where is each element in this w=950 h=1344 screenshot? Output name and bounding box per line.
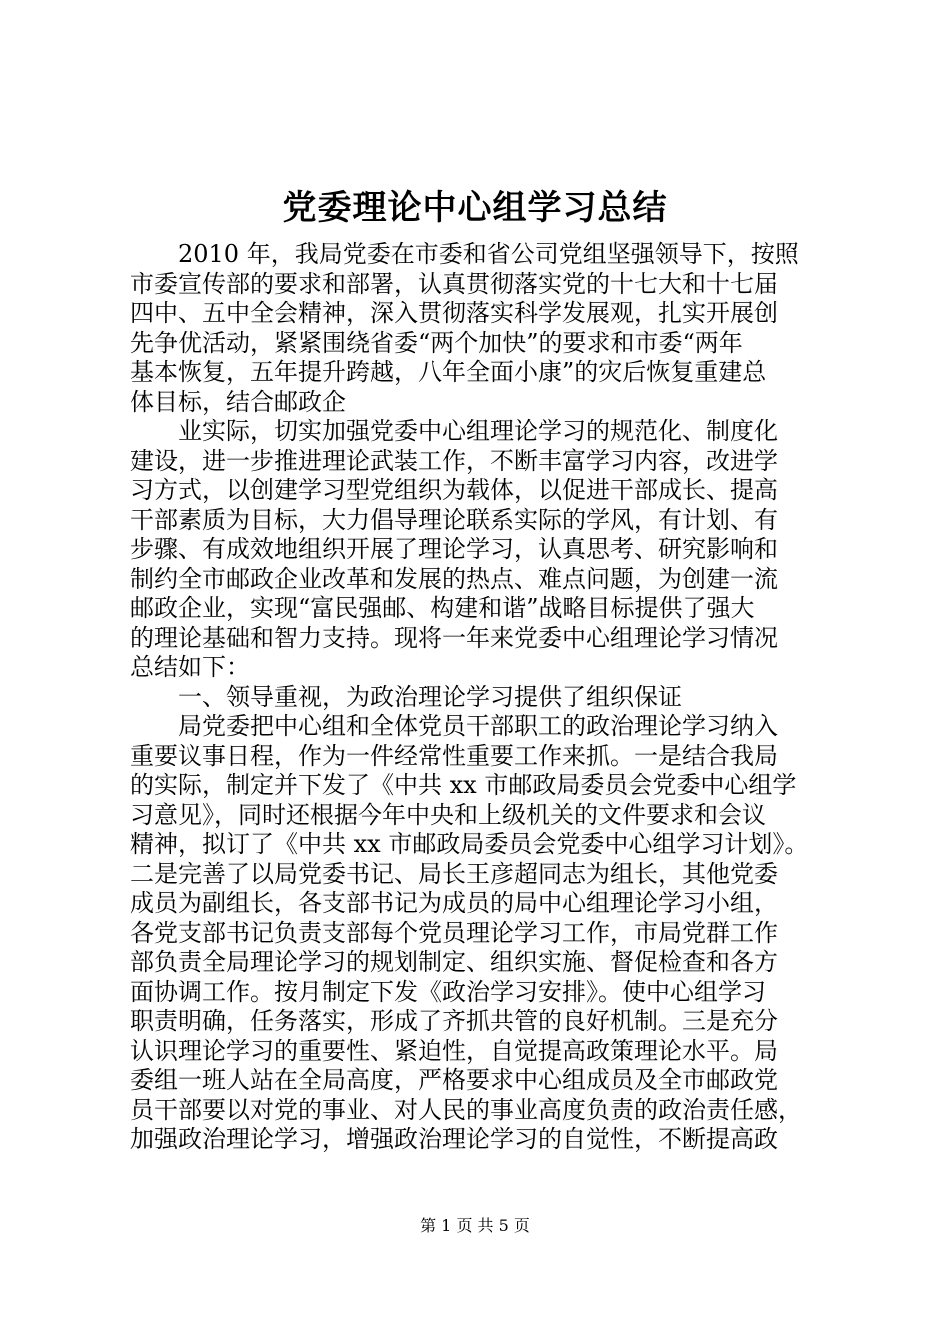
text-line: 体目标，结合邮政企 bbox=[130, 387, 346, 416]
text-line: 职责明确，任务落实，形成了齐抓共管的良好机制。三是充分 bbox=[130, 1007, 778, 1035]
text-line: 加强政治理论学习，增强政治理论学习的自觉性，不断提高政 bbox=[130, 1125, 778, 1153]
text-line: 各党支部书记负责支部每个党员理论学习工作，市局党群工作 bbox=[130, 918, 778, 947]
text-line: 业实际，切实加强党委中心组理论学习的规范化、制度化 bbox=[130, 417, 778, 445]
text-line: 习意见》，同时还根据今年中央和上级机关的文件要求和会议 bbox=[130, 800, 766, 829]
text-line: 制约全市邮政企业改革和发展的热点、难点问题，为创建一流 bbox=[130, 564, 778, 593]
text-line: 重要议事日程，作为一件经常性重要工作来抓。一是结合我局 bbox=[130, 741, 778, 770]
text-line: 的理论基础和智力支持。现将一年来党委中心组理论学习情况 bbox=[130, 623, 778, 652]
text-line: 习方式，以创建学习型党组织为载体，以促进干部成长、提高 bbox=[130, 476, 778, 504]
text-line: 2010 年，我局党委在市委和省公司党组坚强领导下，按照 bbox=[130, 240, 799, 268]
text-line: 邮政企业，实现“富民强邮、构建和谐”战略目标提供了强大 bbox=[130, 594, 755, 622]
text-line: 建设，进一步推进理论武装工作，不断丰富学习内容，改进学 bbox=[130, 446, 778, 475]
text-line: 四中、五中全会精神，深入贯彻落实科学发展观，扎实开展创 bbox=[130, 299, 778, 327]
text-line: 委组一班人站在全局高度，严格要求中心组成员及全市邮政党 bbox=[130, 1066, 778, 1094]
text-line: 二是完善了以局党委书记、局长王彦超同志为组长，其他党委 bbox=[130, 859, 778, 888]
text-line: 一、领导重视，为政治理论学习提供了组织保证 bbox=[130, 682, 682, 711]
text-line: 精神，拟订了《中共 xx 市邮政局委员会党委中心组学习计划》。 bbox=[130, 830, 809, 858]
text-line: 步骤、有成效地组织开展了理论学习，认真思考、研究影响和 bbox=[130, 535, 778, 563]
text-line: 的实际，制定并下发了《中共 xx 市邮政局委员会党委中心组学 bbox=[130, 771, 797, 799]
document-body bbox=[130, 240, 830, 1155]
text-line: 认识理论学习的重要性、紧迫性，自觉提高政策理论水平。局 bbox=[130, 1036, 778, 1065]
page-title: 党委理论中心组学习总结 bbox=[282, 188, 668, 228]
text-line: 基本恢复，五年提升跨越，八年全面小康”的灾后恢复重建总 bbox=[130, 358, 767, 386]
text-line: 成员为副组长，各支部书记为成员的局中心组理论学习小组， bbox=[130, 889, 778, 917]
text-line: 局党委把中心组和全体党员干部职工的政治理论学习纳入 bbox=[130, 712, 778, 740]
text-line: 干部素质为目标，大力倡导理论联系实际的学风，有计划、有 bbox=[130, 505, 778, 534]
text-line: 部负责全局理论学习的规划制定、组织实施、督促检查和各方 bbox=[130, 948, 778, 976]
text-line: 市委宣传部的要求和部署，认真贯彻落实党的十七大和十七届 bbox=[130, 269, 778, 298]
text-line: 先争优活动，紧紧围绕省委“两个加快”的要求和市委“两年 bbox=[130, 328, 743, 357]
text-line: 员干部要以对党的事业、对人民的事业高度负责的政治责任感， bbox=[130, 1095, 802, 1124]
text-line: 面协调工作。按月制定下发《政治学习安排》。使中心组学习 bbox=[130, 977, 766, 1006]
page-footer: 第 1 页 共 5 页 bbox=[420, 1216, 530, 1235]
text-line: 总结如下： bbox=[130, 653, 250, 681]
